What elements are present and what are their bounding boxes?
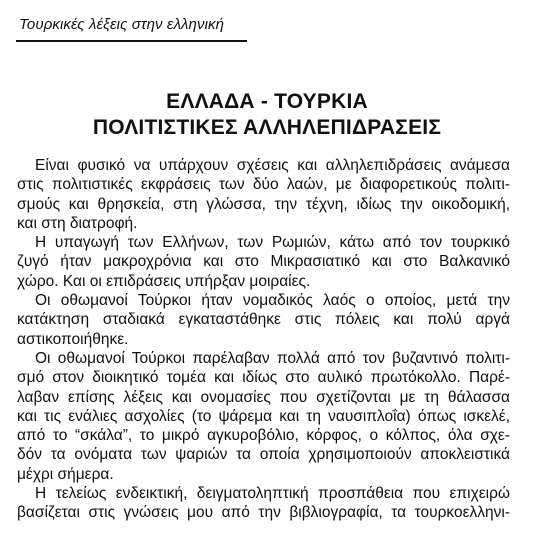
body-line: Η τελείως ενδεικτική, δειγματοληπτική προσπάθεια που επιχειρώ (35, 485, 510, 503)
body-line: μέχρι σήμερα. (17, 465, 114, 483)
running-header: Τουρκικές λέξεις στην ελληνική (19, 16, 225, 33)
body-line: κατάκτηση σταδιακά εγκαταστάθηκε στις πόλεις και πολύ αργά (17, 311, 510, 329)
body-line: Η υπαγωγή των Ελλήνων, των Ρωμιών, κάτω από τον τουρκικό (35, 234, 510, 252)
body-line: Οι οθωμανοί Τούρκοι παρέλαβαν πολλά από τον βυζαντινό πολιτι- (35, 349, 510, 367)
body-line: και στη διατροφή. (17, 214, 138, 232)
article-title-line-2: ΠΟΛΙΤΙΣΤΙΚΕΣ ΑΛΛΗΛΕΠΙΔΡΑΣΕΙΣ (92, 116, 442, 139)
body-line: Οι οθωμανοί Τούρκοι ήταν νομαδικός λαός ο οποίος, μετά την (35, 292, 510, 310)
body-line: σμούς και θρησκεία, στη γλώσσα, την τέχνη, ιδίως την οικοδομική, (17, 195, 510, 213)
body-line: και τις ενάλιες ασχολίες (το ψάρεμα και τη ναυσιπλοΐα) όπως ισκελέ, (17, 407, 510, 425)
body-line: λαβαν επίσης λέξεις και ονομασίες που σχετίζονται με τη θάλασσα (17, 388, 510, 406)
body-line: στις πολιτιστικές εκφράσεις των δύο λαών, με διαφορετικούς πολιτι- (17, 176, 510, 194)
article-title-line-1: ΕΛΛΑΔΑ - ΤΟΥΡΚΙΑ (166, 90, 368, 113)
body-line: αστικοποιήθηκε. (17, 330, 129, 348)
header-underline (16, 40, 247, 42)
article-body (17, 156, 510, 523)
body-line: από το “σκάλα”, το μικρό αγκυροβόλιο, κόρφος, ο κόλπος, όλα σχε- (17, 427, 510, 445)
body-line: Είναι φυσικό να υπάρχουν σχέσεις και αλληλεπιδράσεις ανάμεσα (35, 157, 510, 174)
body-line: σμό στον διοικητικό τομέα και ιδίως στο αυλικό πρωτόκολλο. Παρέ- (17, 369, 510, 387)
body-line: δόν τα ονόματα των ψαριών τα οποία χρησιμοποιούν αποκλειστικά (17, 446, 510, 464)
body-line: χώρο. Και οι επιδράσεις υπήρξαν μοιραίες. (17, 272, 311, 290)
body-line: ζυγό ήταν μακροχρόνια και στο Μικρασιατικό και στο Βαλκανικό (17, 253, 510, 271)
body-line: βασίζεται στις γνώσεις μου από την βιβλιογραφία, τα τουρκοελληνι- (17, 504, 510, 522)
